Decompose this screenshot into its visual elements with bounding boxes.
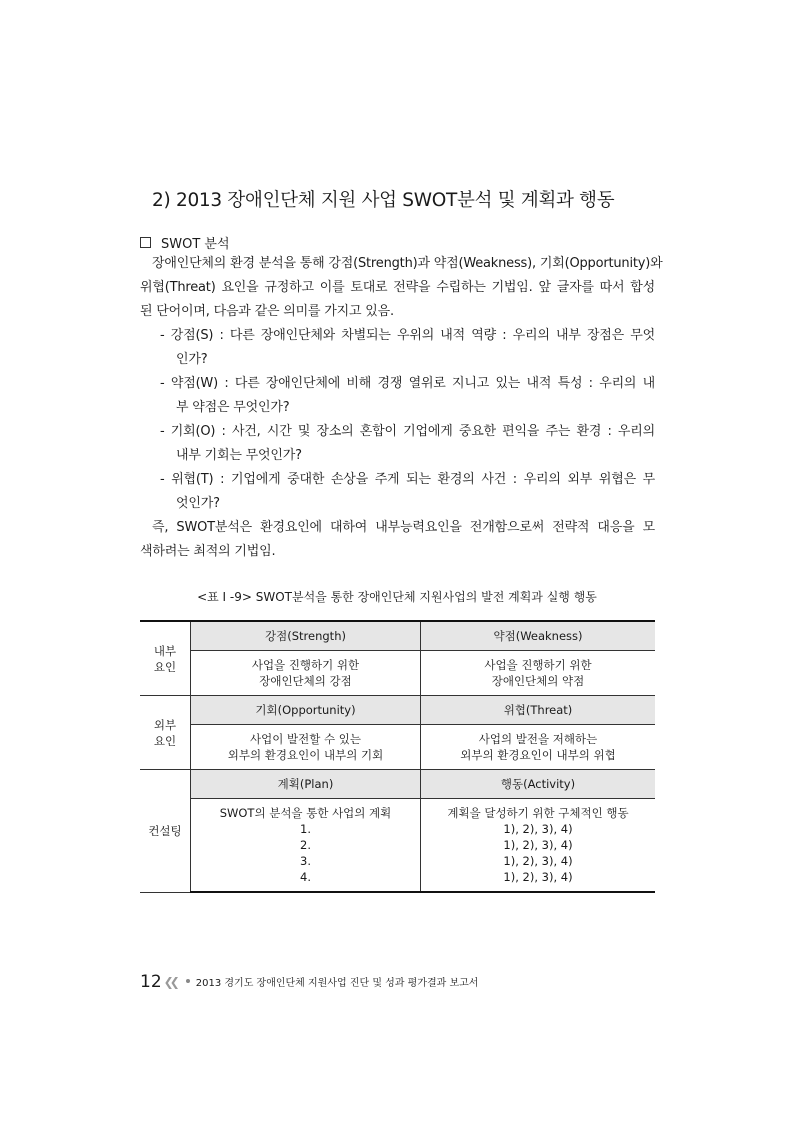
table-row [140,651,655,696]
item-opportunity-line-2: 내부 기회는 무엇인가? [176,448,302,463]
table-row [140,621,655,651]
table-row [140,725,655,770]
bullet-dot-icon [186,979,190,983]
cell-line: 외부의 환경요인이 내부의 위협 [460,748,616,762]
internal-factor-label [140,621,191,696]
table-row [140,696,655,725]
cell-line: 1), 2), 3), 4) [503,854,573,868]
opportunity-header: 기회(Opportunity) [191,696,421,725]
item-weakness-line-1: - 약점(W) : 다른 장애인단체에 비해 경쟁 열위로 지니고 있는 내적 특성 : 우리의 내 [160,376,655,391]
consulting-label: 컨설팅 [140,770,191,893]
cell-line: 장애인단체의 약점 [491,674,585,688]
summary-line-2: 색하려는 최적의 기법임. [140,544,276,559]
plan-header: 계획(Plan) [191,770,421,799]
cell-line: 사업을 진행하기 위한 [484,658,592,672]
weakness-body [421,651,656,696]
cell-line: 계획을 달성하기 위한 구체적인 행동 [447,806,629,820]
intro-line-1: 장애인단체의 환경 분석을 통해 강점(Strength)과 약점(Weakness), 기회(Opportunity)와 [152,256,663,271]
plan-body [191,799,421,893]
cell-line: SWOT의 분석을 통한 사업의 계획 [219,806,392,820]
table-caption: <표 Ⅰ -9> SWOT분석을 통한 장애인단체 지원사업의 발전 계획과 실행 행동 [197,590,597,604]
footer-title: 2013 경기도 장애인단체 지원사업 진단 및 성과 평가결과 보고서 [195,978,479,989]
table-row [140,799,655,893]
threat-body [421,725,656,770]
item-strength-line-1: - 강점(S) : 다른 장애인단체와 차별되는 우위의 내적 역량 : 우리의 내부 장점은 무엇 [160,328,655,343]
cell-line: 1), 2), 3), 4) [503,822,573,836]
item-weakness-line-2: 부 약점은 무엇인가? [176,400,290,415]
cell-line: 3. [300,854,311,868]
cell-line: 외부의 환경요인이 내부의 기회 [227,748,384,762]
strength-body [191,651,421,696]
swot-table [140,620,655,893]
page-footer [140,972,478,992]
intro-line-2: 위협(Threat) 요인을 규정하고 이를 토대로 전략을 수립하는 기법임. 앞 글자를 따서 합성 [140,280,655,295]
cell-line: 2. [300,838,311,852]
label-line: 내부 [153,643,177,658]
item-strength-line-2: 인가? [176,352,208,367]
label-line: 요인 [153,733,177,748]
activity-body [421,799,656,893]
weakness-header: 약점(Weakness) [421,621,656,651]
external-factor-label [140,696,191,770]
opportunity-body [191,725,421,770]
activity-header: 행동(Activity) [421,770,656,799]
cell-line: 1. [300,822,311,836]
intro-line-3: 된 단어이며, 다음과 같은 의미를 가지고 있음. [140,304,394,319]
subheading-text: SWOT 분석 [161,237,230,252]
cell-line: 1), 2), 3), 4) [503,838,573,852]
threat-header: 위협(Threat) [421,696,656,725]
strength-header: 강점(Strength) [191,621,421,651]
section-heading: 2) 2013 장애인단체 지원 사업 SWOT분석 및 계획과 행동 [152,190,615,211]
cell-line: 사업을 진행하기 위한 [251,658,360,672]
cell-line: 장애인단체의 강점 [259,674,352,688]
cell-line: 사업이 발전할 수 있는 [250,732,361,746]
item-opportunity-line-1: - 기회(O) : 사건, 시간 및 장소의 혼합이 기업에게 중요한 편익을 주는 환경 : 우리의 [160,424,655,439]
item-threat-line-1: - 위협(T) : 기업에게 중대한 손상을 주게 되는 환경의 사건 : 우리의 외부 위협은 무 [160,472,655,487]
double-chevron-left-icon: ❮❮ [163,975,176,989]
cell-line: 1), 2), 3), 4) [503,870,573,884]
summary-line-1: 즉, SWOT분석은 환경요인에 대하여 내부능력요인을 전개함으로써 전략적 대응을 모 [152,520,655,535]
label-line: 요인 [153,659,177,674]
label-line: 외부 [153,717,177,732]
cell-line: 4. [300,870,311,884]
subheading [140,233,230,252]
cell-line: 사업의 발전을 저해하는 [478,732,598,746]
checkbox-square-icon [140,237,151,248]
page-number: 12 [140,972,162,992]
item-threat-line-2: 엇인가? [176,496,220,511]
table-row [140,770,655,799]
